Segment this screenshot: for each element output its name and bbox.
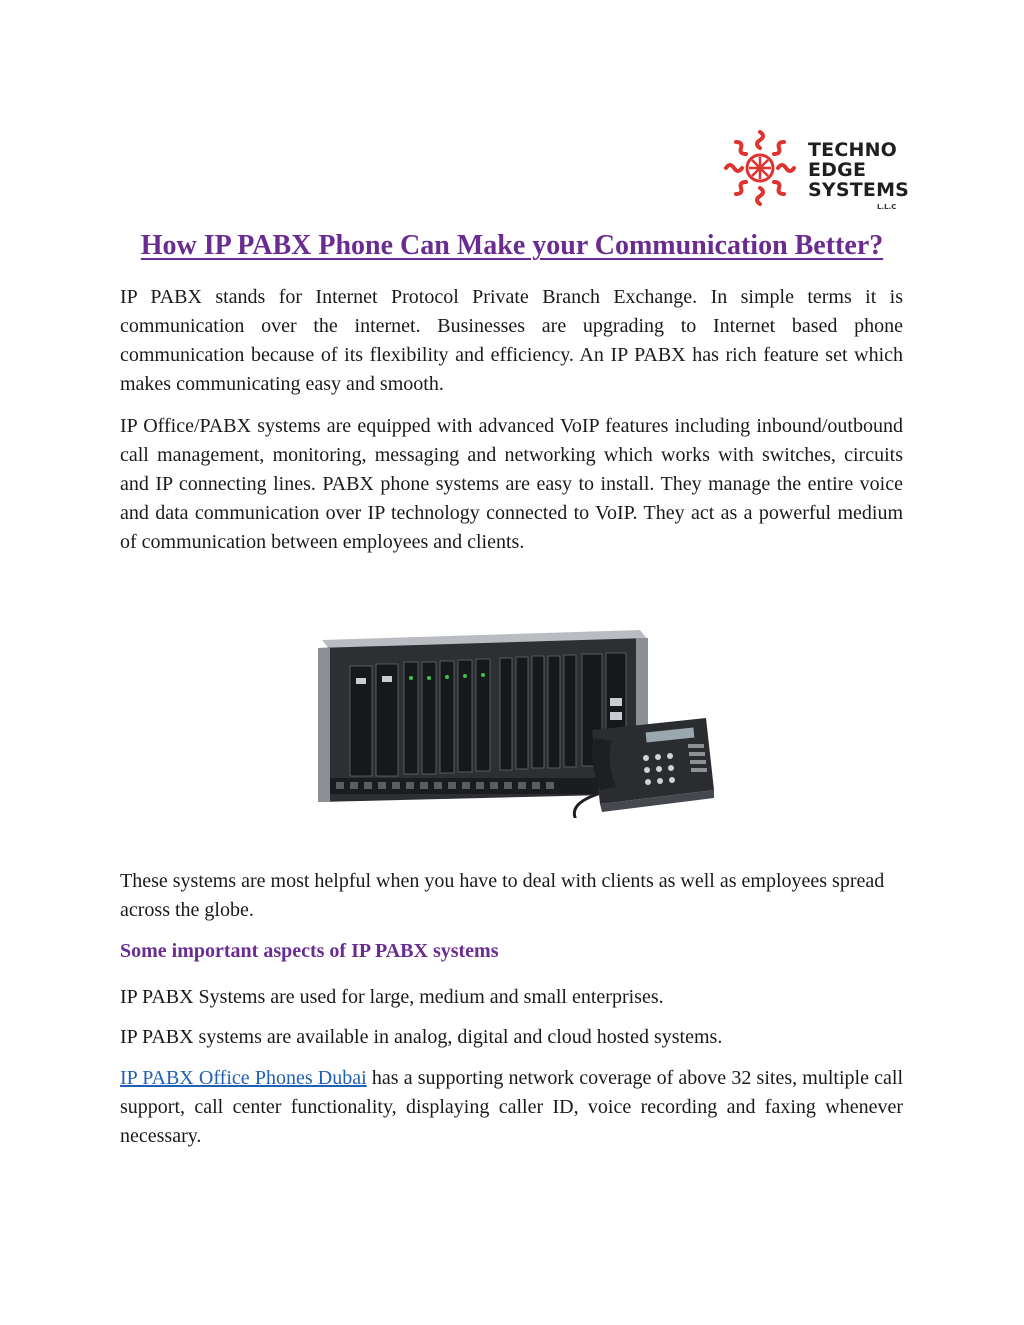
global-paragraph: These systems are most helpful when you have to deal with clients as well as employees spread across the globe. (120, 870, 885, 921)
pabx-rack-and-phone-icon (310, 618, 720, 818)
enterprise-paragraph: IP PABX Systems are used for large, medium and small enterprises. (120, 986, 664, 1008)
sun-emblem-icon (720, 126, 800, 210)
logo-line-3: SYSTEMS (808, 179, 910, 201)
logo-line-1: TECHNO (808, 139, 898, 161)
logo-wordmark (808, 140, 909, 200)
pabx-product-image (310, 618, 720, 818)
logo-line-2: EDGE (808, 159, 867, 181)
system-types-paragraph: IP PABX systems are available in analog, digital and cloud hosted systems. (120, 1026, 723, 1048)
coverage-paragraph (120, 1064, 903, 1151)
intro-paragraph: IP PABX stands for Internet Protocol Private Branch Exchange. In simple terms it is communication over the internet. Businesses are upgrading to Internet based phone communication because of its flexibility and efficiency. An IP PABX has rich feature set which makes communicating easy and smooth. (120, 286, 903, 395)
features-paragraph: IP Office/PABX systems are equipped with advanced VoIP features including inbound/outbound call management, monitoring, messaging and networking which works with switches, circuits and IP connecting lines. PABX phone systems are easy to install. They manage the entire voice and data communication over IP technology connected to VoIP. They act as a powerful medium of communication between employees and clients. (120, 415, 903, 553)
office-phones-dubai-link[interactable]: IP PABX Office Phones Dubai (120, 1067, 367, 1089)
logo-suffix: L.L.C (877, 203, 897, 211)
coverage-text: has a supporting network coverage of above 32 sites, multiple call support, call center functionality, displaying caller ID, voice recording and faxing whenever necessary. (120, 1067, 903, 1147)
page-title: How IP PABX Phone Can Make your Communication Better? (140, 230, 884, 261)
company-logo (720, 126, 920, 216)
section-subheading: Some important aspects of IP PABX systems (120, 940, 499, 962)
